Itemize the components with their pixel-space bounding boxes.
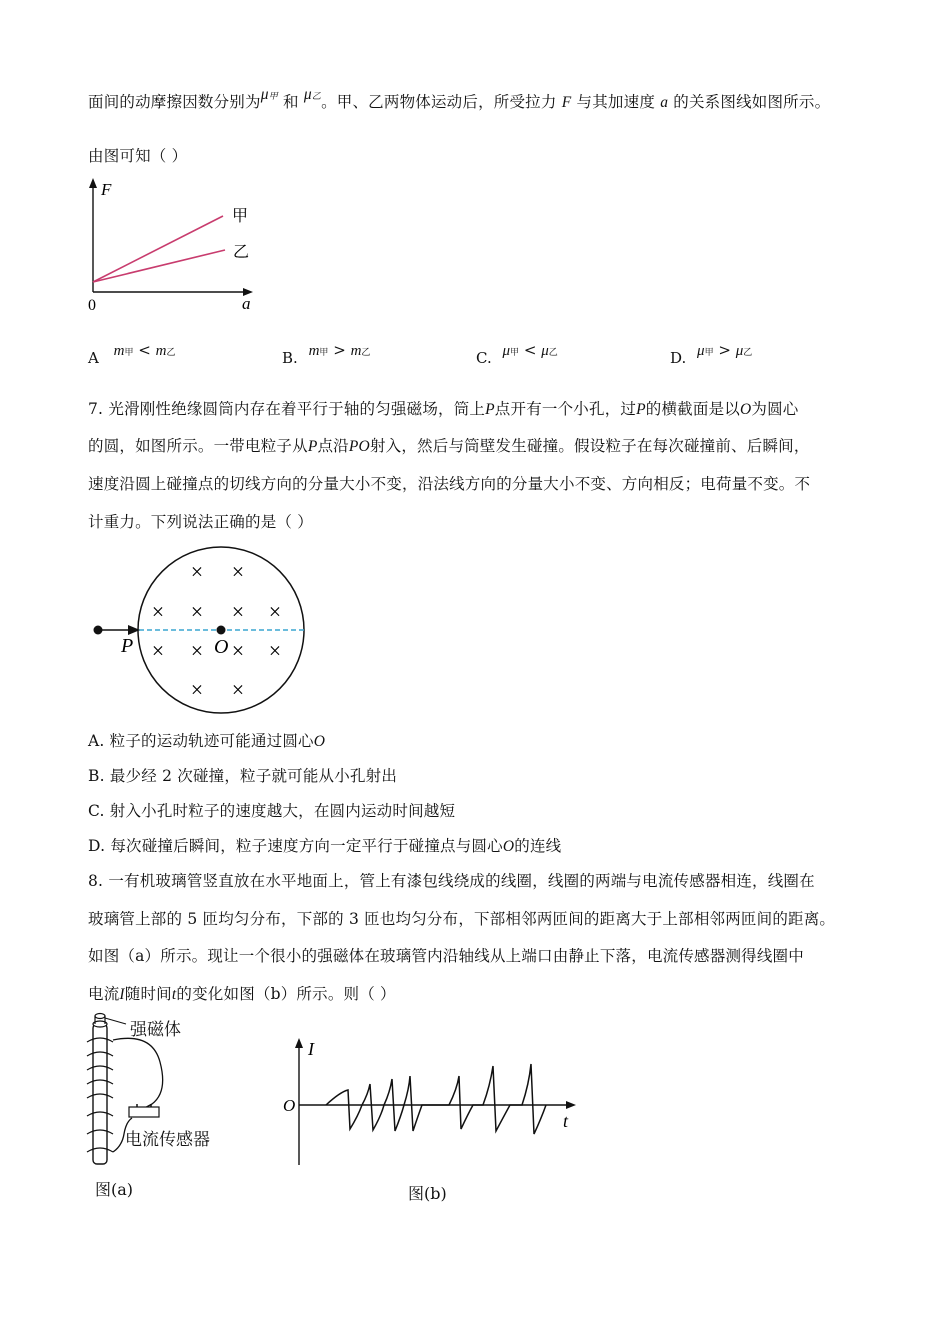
q7-label-P: P — [121, 635, 134, 657]
q8-graph-y-arrow — [295, 1038, 303, 1048]
field-mark: × — [190, 559, 204, 584]
q6-option-b[interactable]: B. m甲 > m乙 — [282, 341, 371, 367]
q8-magnet-label: 强磁体 — [130, 1020, 181, 1040]
q8-stem-line-3: 如图（a）所示。现让一个很小的强磁体在玻璃管内沿轴线从上端口由静止下落，电流传感器测得线圈中 — [88, 947, 804, 965]
q8-stem-line-1: 8. 一有机玻璃管竖直放在水平地面上，管上有漆包线绕成的线圈，线圈的两端与电流传感器相连，线圈在 — [88, 872, 815, 890]
q8-magnet-pointer — [105, 1018, 126, 1024]
q8-fig-b-caption: 图(b) — [408, 1184, 447, 1203]
q6-intro-and: 和 — [283, 93, 299, 111]
q6-intro-text-1: 面间的动摩擦因数分别为 — [88, 93, 261, 111]
q8-graph-x-label: t — [563, 1111, 569, 1131]
field-mark: × — [231, 677, 245, 702]
q6-graph-y-arrow — [89, 178, 97, 188]
q6-option-d[interactable]: D. μ甲 > μ乙 — [670, 341, 753, 367]
q7-option-d[interactable]: D. 每次碰撞后瞬间，粒子速度方向一定平行于碰撞点与圆心O的连线 — [88, 837, 562, 855]
q7-center-dot — [217, 626, 226, 635]
q7-cylinder-figure — [84, 546, 324, 718]
field-mark: × — [268, 638, 282, 663]
field-mark: × — [190, 677, 204, 702]
q8-graph-x-arrow — [566, 1101, 576, 1109]
q6-intro-text-4: 的关系图线如图所示。 — [673, 93, 831, 111]
q6-intro-text-2: 。甲、乙两物体运动后，所受拉力 — [321, 93, 557, 111]
q6-graph-line-jia — [93, 216, 223, 282]
field-mark: × — [268, 599, 282, 624]
q8-current-sensor — [129, 1107, 159, 1117]
q6-var-F: F — [561, 94, 572, 111]
q8-graph-origin: O — [283, 1096, 296, 1115]
field-mark: × — [231, 638, 245, 663]
q6-option-a[interactable]: A m甲 < m乙 — [88, 341, 176, 367]
q7-option-b[interactable]: B. 最少经 2 次碰撞，粒子就可能从小孔射出 — [88, 767, 398, 785]
q6-graph-line-yi — [93, 250, 225, 282]
q6-var-a: a — [660, 94, 669, 111]
q8-graph-y-label: I — [308, 1039, 314, 1059]
mu-jia-symbol: μ甲 — [260, 86, 278, 103]
q7-label-O: O — [214, 636, 229, 658]
q6-graph-origin: 0 — [88, 297, 96, 314]
q6-intro-line — [88, 86, 831, 112]
field-mark: × — [190, 638, 204, 663]
q7-stem-line-4: 计重力。下列说法正确的是（ ） — [88, 513, 313, 531]
q7-option-c[interactable]: C. 射入小孔时粒子的速度越大，在圆内运动时间越短 — [88, 802, 456, 820]
q7-option-a[interactable]: A. 粒子的运动轨迹可能通过圆心O — [88, 732, 326, 750]
q6-graph-label-jia: 甲 — [232, 208, 249, 225]
q8-sensor-label: 电流传感器 — [125, 1130, 210, 1150]
q6-prompt: 由图可知（ ） — [88, 147, 188, 165]
q6-option-c[interactable]: C. μ甲 < μ乙 — [476, 341, 558, 367]
q8-fig-a-caption: 图(a) — [95, 1180, 134, 1199]
q6-graph-x-label: a — [242, 294, 251, 313]
q7-stem-line-2: 的圆，如图所示。一带电粒子从P点沿PO射入，然后与筒壁发生碰撞。假设粒子在每次碰撞前、后瞬间， — [88, 437, 810, 455]
q8-stem-line-2: 玻璃管上部的 5 匝均匀分布，下部的 3 匝也均匀分布，下部相邻两匝间的距离大于上部相邻两匝间的距离。 — [88, 910, 836, 928]
q6-force-acceleration-graph — [80, 174, 270, 316]
q6-intro-text-3: 与其加速度 — [576, 93, 656, 111]
mu-yi-symbol: μ乙 — [303, 86, 322, 103]
field-mark: × — [190, 599, 204, 624]
field-mark: × — [151, 638, 165, 663]
q7-stem-line-1: 7. 光滑刚性绝缘圆筒内存在着平行于轴的匀强磁场，筒上P点开有一个小孔，过P的横截面是以O为圆心 — [88, 400, 799, 418]
q8-current-time-graph — [278, 1034, 588, 1174]
field-mark: × — [231, 599, 245, 624]
q7-stem-line-3: 速度沿圆上碰撞点的切线方向的分量大小不变，沿法线方向的分量大小不变、方向相反；电荷量不变。不 — [88, 475, 811, 493]
q8-magnet-top — [95, 1014, 105, 1019]
q6-graph-label-yi: 乙 — [233, 244, 250, 261]
q8-current-curve — [326, 1064, 546, 1134]
q6-graph-y-label: F — [101, 180, 112, 199]
field-mark: × — [231, 559, 245, 584]
q8-stem-line-4: 电流I随时间t的变化如图（b）所示。则（ ） — [88, 985, 396, 1003]
field-mark: × — [151, 599, 165, 624]
